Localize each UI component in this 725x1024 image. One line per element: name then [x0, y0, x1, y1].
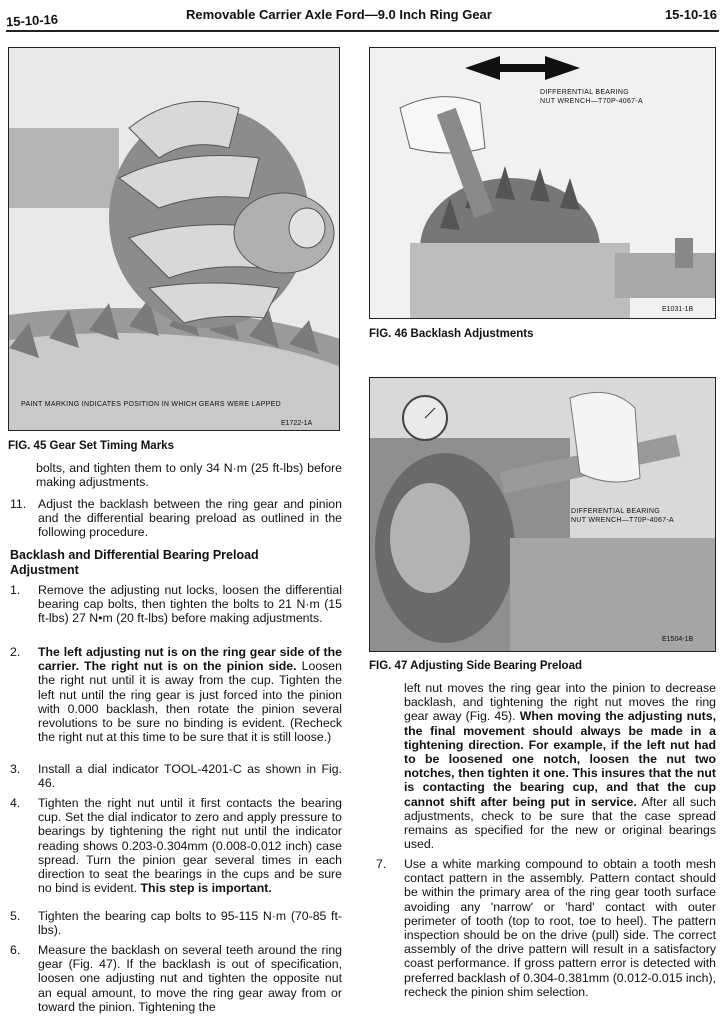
step-7-text: Use a white marking compound to obtain a tooth mesh contact pattern in the assembly. Pattern contact should be within the primary area of the ring gear tooth surface avoiding any 'narrow' or 'hard' contact with outer perimeter of tooth (top to root, toe to heel). The pattern inspection should be on the drive (pull) side. The correct assembly of the drive pattern will result in a satisfactory coast performance. If gross pattern error is detected with preferred backlash of 0.304-0.381mm (0.012-0.015 inch), recheck the pinion shim selection. — [404, 857, 716, 999]
side-bearing-preload-illustration — [370, 378, 715, 651]
page-number-left: 15-10-16 — [5, 11, 59, 30]
step-2-text — [38, 645, 342, 744]
fig46-callout-line2: NUT WRENCH—T70P-4067-A — [540, 98, 643, 105]
step-7 — [376, 857, 716, 1017]
step-2-body: Loosen the right nut until it is away from the cup. Tighten the left nut until the ring gear is just forced into the pinion with 0.000 backlash, then rotate the pinion several revolutions to be sure no binding is evident. (Recheck the right nut at this time to be sure that it is still loose.) — [38, 659, 342, 745]
right-continued-emphasis: When moving the adjusting nuts, the final movement should always be made in a tightening direction. For example, if the left nut had to be loosened one notch, loosen the nut two notches, then tighten it one. This insures that the nut is contacting the bearing cup, and that the cup cannot shift after being put in service. — [404, 709, 716, 809]
step-4-body: Tighten the right nut until it first contacts the bearing cup. Set the dial indicator to zero and apply pressure to bearings by tightening the right nut until the indicator reading shows 0.203-0.304mm (0.008-0.012 inch) case spread. Turn the pinion gear several times in each direction to seat the bearings in the cups and be sure no bind is evident. — [38, 796, 342, 896]
step-5 — [10, 909, 342, 939]
step-3 — [10, 762, 342, 792]
step-1-text: Remove the adjusting nut locks, loosen the differential bearing cap bolts, then tighten the bolts to 21 N·m (15 ft-lbs) 27 N•m (20 ft-lbs) before making adjustments. — [38, 583, 342, 626]
step-1-number: 1. — [10, 583, 21, 597]
step-3-text: Install a dial indicator TOOL-4201-C as shown in Fig. 46. — [38, 762, 342, 791]
step-4-text — [38, 796, 342, 895]
fig46-caption: FIG. 46 Backlash Adjustments — [369, 328, 534, 340]
fig45-caption: FIG. 45 Gear Set Timing Marks — [8, 440, 174, 452]
step-4 — [10, 796, 342, 904]
step-2-number: 2. — [10, 645, 21, 659]
step-6-text: Measure the backlash on several teeth around the ring gear (Fig. 47). If the backlash is out of specification, loosen one adjusting nut and tighten the opposite nut an equal amount, to move the ring gear away from or toward the pinion. Tightening the — [38, 943, 342, 1014]
fig45-id: E1722-1A — [281, 420, 313, 427]
right-continued-tail: After all such adjustments, check to be sure that the case spread remains as specified for the new or original bearings used. — [404, 794, 716, 852]
gear-set-illustration — [9, 48, 339, 430]
step-11-number: 11. — [10, 497, 27, 511]
fig45-callout: PAINT MARKING INDICATES POSITION IN WHICH GEARS WERE LAPPED — [21, 401, 282, 408]
step-2-emphasis: The left adjusting nut is on the ring gear side of the carrier. The right nut is on the pinion side. — [38, 645, 342, 674]
step-4-emphasis: This step is important. — [140, 881, 272, 896]
fig46-id: E1031-1B — [662, 306, 694, 313]
right-continued-text — [404, 681, 716, 851]
fig47-caption: FIG. 47 Adjusting Side Bearing Preload — [369, 660, 583, 672]
fig47-callout-line2: NUT WRENCH—T70P-4067-A — [571, 517, 674, 524]
left-continued-text: bolts, and tighten them to only 34 N·m (25 ft-lbs) before making adjustments. — [36, 461, 342, 490]
fig47-image — [369, 377, 716, 652]
running-title: Removable Carrier Axle Ford—9.0 Inch Ring Gear — [186, 7, 492, 22]
fig47-callout-line1: DIFFERENTIAL BEARING — [571, 508, 660, 515]
step-11-text: Adjust the backlash between the ring gear and pinion and the differential bearing preload as outlined in the following procedure. — [38, 497, 342, 540]
fig46-callout-line1: DIFFERENTIAL BEARING — [540, 89, 629, 96]
right-continued-body: left nut moves the ring gear into the pinion to decrease backlash, and tightening the right nut moves the ring gear away (Fig. 45). — [404, 681, 716, 724]
header-rule — [6, 30, 719, 32]
fig45-image — [8, 47, 340, 431]
step-2 — [10, 645, 342, 755]
step-6 — [10, 943, 342, 1018]
step-4-number: 4. — [10, 796, 21, 810]
step-5-text: Tighten the bearing cap bolts to 95-115 N·m (70-85 ft-lbs). — [38, 909, 342, 938]
page-number-right: 15-10-16 — [664, 7, 717, 22]
step-1 — [10, 583, 342, 641]
step-7-number: 7. — [376, 857, 387, 871]
fig47-id: E1504-1B — [662, 636, 694, 643]
step-6-number: 6. — [10, 943, 21, 957]
fig46-image — [369, 47, 716, 319]
step-11 — [10, 497, 342, 541]
step-5-number: 5. — [10, 909, 21, 923]
section-heading: Backlash and Differential Bearing Preload Adjustment — [10, 548, 259, 577]
step-3-number: 3. — [10, 762, 21, 776]
